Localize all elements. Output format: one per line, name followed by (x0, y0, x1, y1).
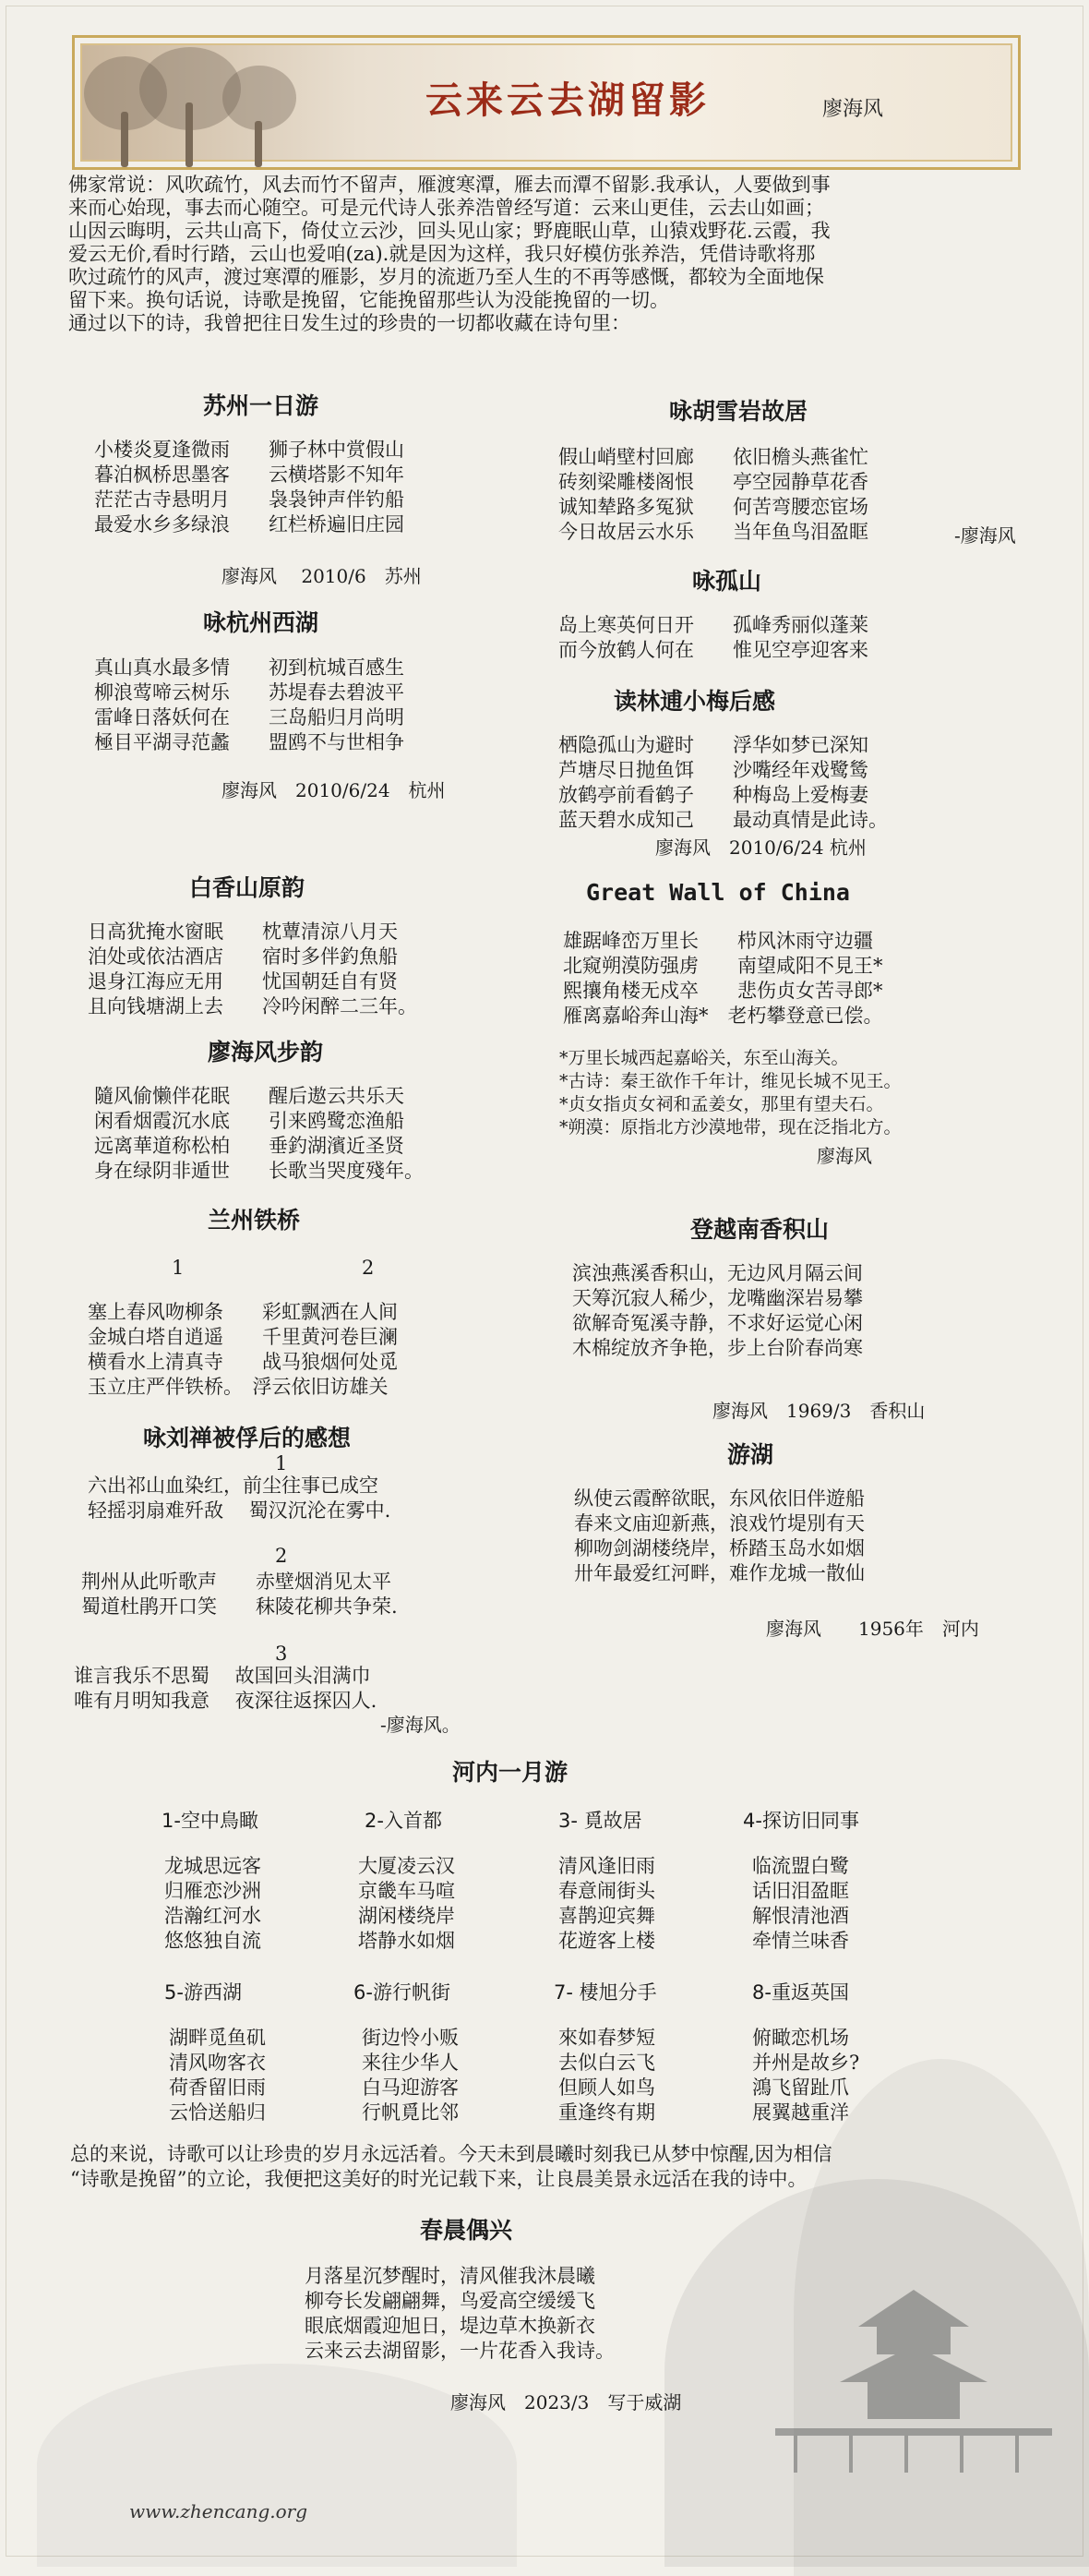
mountain-bg (37, 2364, 517, 2567)
poem-signature: 廖海风 (817, 1145, 872, 1167)
section-heading: 8-重返英国 (752, 1981, 849, 2004)
poem-body: 隨风偷懒伴花眠 醒后遨云共乐天 闲看烟霞沉水底 引来鸥鹭恋渔船 远离華道称松柏 垂釣湖濱近圣贤 身在绿阴非遁世 长歌当哭度殘年。 (94, 1085, 424, 1182)
poem-signature: 廖海风 2010/6/24 杭州 (221, 779, 446, 801)
poem-body: 月落星沉梦醒时，清风催我沐晨曦 柳夸长发翩翩舞，鸟爱高空缓缓飞 眼底烟霞迎旭日，堤边草木换新衣 云来云去湖留影，一片花香入我诗。 (305, 2265, 615, 2362)
poem-body: 俯瞰恋机场 并州是故乡? 鴻飞留趾爪 展翼越重洋 (752, 2027, 860, 2124)
poem-body: 來如春梦短 去似白云飞 但顾人如鸟 重逢终有期 (558, 2027, 655, 2124)
poem-title: 咏杭州西湖 (203, 609, 319, 636)
poem-body: 栖隐孤山为避时 浮华如梦已深知 芦塘尽日抛鱼饵 沙嘴经年戏鹭鸶 放鹤亭前看鹤子 种梅岛上爱梅妻 蓝天碧水成知己 最动真情是此诗。 (558, 734, 888, 831)
poem-section-number: 3 (275, 1643, 288, 1665)
poem-signature: 廖海风 2023/3 写于威湖 (450, 2391, 682, 2413)
poem-body: 纵使云霞醉欲眠，东风依旧伴遊船 春来文庙迎新燕，浪戏竹堤別有天 柳吻剑湖楼绕岸，桥踏玉岛水如烟 卅年最爱红河畔，难作龙城一散仙 (574, 1487, 865, 1584)
header-banner (72, 35, 1021, 170)
poem-section-number: 2 (275, 1545, 288, 1567)
poem-body: 龙城思远客 归雁恋沙洲 浩瀚红河水 悠悠独自流 (164, 1855, 261, 1952)
poem-title: 咏胡雪岩故居 (669, 398, 808, 425)
poem-title: Great Wall of China (586, 879, 850, 906)
outro-paragraph: 总的来说，诗歌可以让珍贵的岁月永远活着。今天未到晨曦时刻我已从梦中惊醒,因为相信 “诗歌是挽留”的立论，我便把这美好的时光记载下来，让良晨美景永远活在我的诗中。 (70, 2143, 832, 2190)
poem-body: 日高犹掩水窗眠 枕蕈清涼八月天 泊处或依沽酒店 宿时多伴釣魚船 退身江海应无用 忧国朝廷自有贤 且向钱塘湖上去 冷吟闲醉二三年。 (88, 921, 417, 1017)
poem-section-number: 1 (275, 1452, 288, 1475)
poem-signature: -廖海风。 (380, 1714, 461, 1736)
poem-title: 兰州铁桥 (208, 1207, 301, 1234)
section-heading: 4-探访旧同事 (743, 1810, 859, 1832)
poem-title: 读林逋小梅后感 (614, 688, 776, 715)
poem-body: 雄踞峰峦万里长 栉风沐雨守边疆 北窥朔漠防强虏 南望咸阳不見王* 熙攘角楼无戍卒 悲伤贞女苦寻郎* 雁离嘉峪奔山海* 老朽攀登意已偿。 (563, 930, 883, 1027)
poem-body: 清风逢旧雨 春意闹街头 喜鹊迎宾舞 花遊客上楼 (558, 1855, 655, 1952)
section-heading: 5-游西湖 (164, 1981, 242, 2004)
poem-signature: 廖海风 1956年 河内 (766, 1618, 979, 1640)
poem-body: 临流盟白鹭 话旧泪盈眶 解恨清池酒 牵情兰味香 (752, 1855, 849, 1952)
poem-section-number: 1 (172, 1257, 185, 1279)
poem-body: 六出祁山血染红，前尘往事已成空 轻摇羽扇难歼敌 蜀汉沉沦在雾中. (88, 1475, 391, 1522)
poem-title: 春晨偶兴 (420, 2217, 513, 2244)
poem-title: 白香山原韵 (189, 874, 305, 901)
poem-title: 咏孤山 (692, 568, 762, 595)
poem-body: 塞上春风吻柳条 彩虹飘洒在人间 金城白塔自逍遥 千里黄河卷巨澜 横看水上清真寺 战马狼烟何处觅 玉立庄严伴铁桥。 浮云依旧访雄关 (88, 1301, 398, 1398)
poem-body: 假山峭壁村回廊 依旧檐头燕雀忙 砖刻梁雕楼阁恨 亭空园静草花香 诚知辇路多冤狱 何苦弯腰恋宦场 今日故居云水乐 当年鱼鸟泪盈眶 (558, 446, 868, 543)
page-author: 廖海风 (822, 98, 884, 121)
section-heading: 2-入首都 (365, 1810, 442, 1832)
poem-body: 真山真水最多情 初到杭城百感生 柳浪莺啼云树乐 苏堤春去碧波平 雷峰日落妖何在 三岛船归月尚明 極目平湖寻范蠡 盟鸥不与世相争 (94, 656, 404, 753)
poem-signature: 廖海风 2010/6 苏州 (221, 565, 422, 587)
poem-title: 河内一月游 (452, 1759, 568, 1786)
site-watermark: www.zhencang.org (129, 2500, 308, 2522)
section-heading: 7- 棲旭分手 (554, 1981, 657, 2004)
poem-body: 谁言我乐不思蜀 故国回头泪满巾 唯有月明知我意 夜深往返探囚人. (74, 1665, 377, 1712)
poem-body: 滨浊燕溪香积山，无边风月隔云间 天筹沉寂人稀少，龙嘴幽深岩易攀 欲解奇冤溪寺静，不求好运觉心闲 木棉绽放齐争艳，步上台阶春尚寒 (572, 1262, 863, 1359)
intro-paragraph: 佛家常说：风吹疏竹，风去而竹不留声，雁渡寒潭，雁去而潭不留影.我承认，人要做到事 来而心始现，事去而心随空。可是元代诗人张养浩曾经写道：云来山更佳，云去山如画； 山因云晦明，云共山高下，倚仗立云沙，回头见山家；野鹿眠山草，山猿戏野花.云霞，我 爱云无价,看时行踏，云山也爱咱(za).就是因为这样，我只好模仿张养浩，凭借诗歌将那 吹过疏竹的风声，渡过寒潭的雁影，岁月的流逝乃至人生的不再等感慨，都较为全面地保 留下来。换句话说，诗歌是挽留，它能挽留那些认为没能挽留的一切。 通过以下的诗，我曾把往日发生过的珍贵的一切都收藏在诗句里： (68, 174, 831, 334)
poem-title: 咏刘禅被俘后的感想 (143, 1425, 352, 1451)
poem-title: 登越南香积山 (690, 1216, 830, 1243)
poem-signature: 廖海风 2010/6/24 杭州 (655, 837, 867, 859)
poem-body: 小楼炎夏逢微雨 狮子林中赏假山 暮泊枫桥思墨客 云横塔影不知年 茫茫古寺悬明月 袅袅钟声伴钓船 最爱水乡多绿浪 红栏桥遍旧庄园 (94, 439, 404, 536)
section-heading: 1-空中鳥瞰 (162, 1810, 258, 1832)
poem-body: 大厦凌云汉 京畿车马喧 湖闲楼绕岸 塔静水如烟 (358, 1855, 455, 1952)
pavilion-illustration (775, 2234, 1052, 2511)
poem-body: 湖畔觅鱼矶 清风吻客衣 荷香留旧雨 云恰送船归 (169, 2027, 266, 2124)
poem-signature: -廖海风 (954, 524, 1016, 547)
poem-title: 苏州一日游 (203, 392, 319, 419)
section-heading: 6-游行帆街 (353, 1981, 450, 2004)
poem-notes: *万里长城西起嘉峪关，东至山海关。 *古诗：秦王欲作千年计，维见长城不见王。 *贞女指贞女祠和孟姜女，那里有望夫石。 *朔漠：原指北方沙漠地带，现在泛指北方。 (559, 1048, 902, 1138)
poem-title: 游湖 (727, 1441, 774, 1468)
poem-signature: 廖海风 1969/3 香积山 (712, 1400, 926, 1422)
poem-body: 荆州从此听歌声 赤壁烟消见太平 蜀道杜鹃开口笑 秣陵花柳共争荣. (81, 1571, 398, 1618)
section-heading: 3- 覓故居 (558, 1810, 642, 1832)
poem-section-number: 2 (362, 1257, 375, 1279)
poem-body: 街边怜小贩 来往少华人 白马迎游客 行帆覓比邻 (362, 2027, 459, 2124)
poem-title: 廖海风步韵 (208, 1039, 324, 1065)
page-title: 云来云去湖留影 (425, 79, 710, 122)
poem-body: 岛上寒英何日开 孤峰秀丽似蓬莱 而今放鹤人何在 惟见空亭迎客来 (558, 614, 868, 661)
